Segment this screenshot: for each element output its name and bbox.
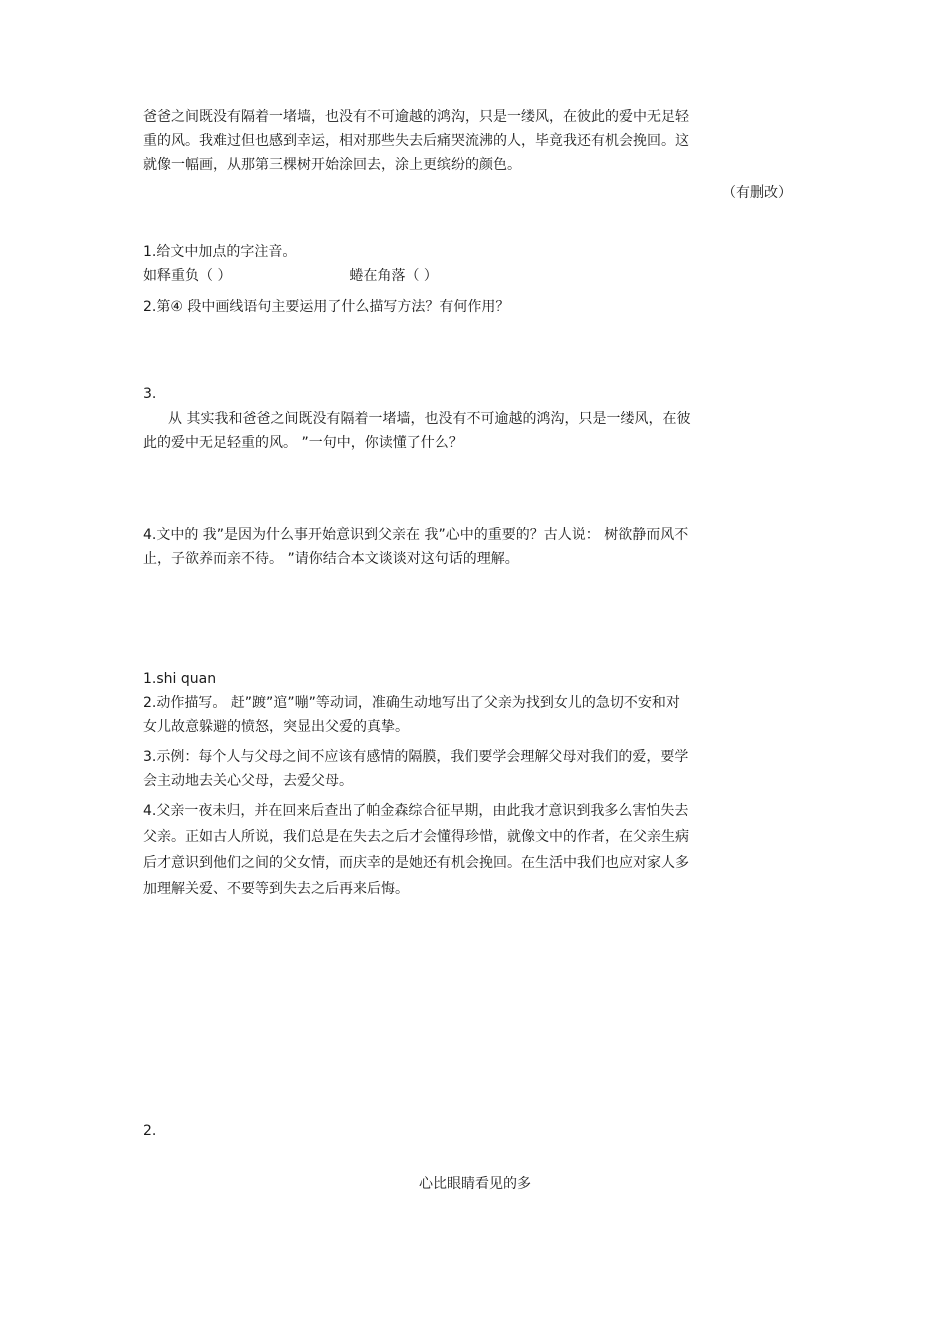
answer-2-line: 女儿故意躲避的愤怒，突显出父爱的真挚。 [143,719,409,735]
answer-4-line: 父亲。正如古人所说，我们总是在失去之后才会懂得珍惜，就像文中的作者，在父亲生病 [143,829,689,845]
source-note: （有删改） [722,185,792,201]
passage-line: 重的风。我难过但也感到幸运，相对那些失去后痛哭流沸的人，毕竟我还有机会挽回。这 [143,133,689,149]
question-4-line: 止，子欲养而亲不待。 ”请你结合本文谈谈对这句话的理解。 [143,551,519,567]
question-1-item-b: 蜷在角落（ ） [349,268,438,284]
question-1-item-a: 如释重负（ ） [143,268,232,284]
answer-4-line: 加理解关爱、不要等到失去之后再来后悔。 [143,881,409,897]
answer-3-line: 会主动地去关心父母，去爱父母。 [143,773,353,789]
question-3-number: 3. [143,386,157,402]
answer-3-line: 3.示例：每个人与父母之间不应该有感情的隔膜，我们要学会理解父母对我们的爱，要学 [143,749,689,765]
question-3-line: 此的爱中无足轻重的风。 ”一句中，你读懂了什么？ [143,435,463,451]
question-1-items [143,267,438,285]
passage-line: 爸爸之间既没有隔着一堵墙，也没有不可逾越的鸿沟，只是一缕风，在彼此的爱中无足轻 [143,109,689,125]
answer-1: 1.shi quan [143,671,217,687]
question-1-title: 1.给文中加点的字注音。 [143,244,297,260]
answer-4-line: 4.父亲一夜未归，并在回来后查出了帕金森综合征早期，由此我才意识到我多么害怕失去 [143,803,689,819]
section-title: 心比眼睛看见的多 [419,1176,531,1192]
answer-2-line: 2.动作描写。 赶”踱”逭”嘣”等动词，准确生动地写出了父亲为找到女儿的急切不安和对 [143,695,680,711]
passage-line: 就像一幅画，从那第三棵树开始涂回去，涂上更缤纷的颜色。 [143,157,521,173]
question-3-line: 从 其实我和爸爸之间既没有隔着一堵墙，也没有不可逾越的鸿沟，只是一缕风，在彼 [168,411,691,427]
section-number: 2. [143,1123,157,1139]
question-4-line: 4.文中的 我”是因为什么事开始意识到父亲在 我”心中的重要的？古人说： 树欲静而风不 [143,527,689,543]
question-2: 2.第④ 段中画线语句主要运用了什么描写方法？有何作用？ [143,299,510,315]
answer-4-line: 后才意识到他们之间的父女情，而庆幸的是她还有机会挽回。在生活中我们也应对家人多 [143,855,689,871]
